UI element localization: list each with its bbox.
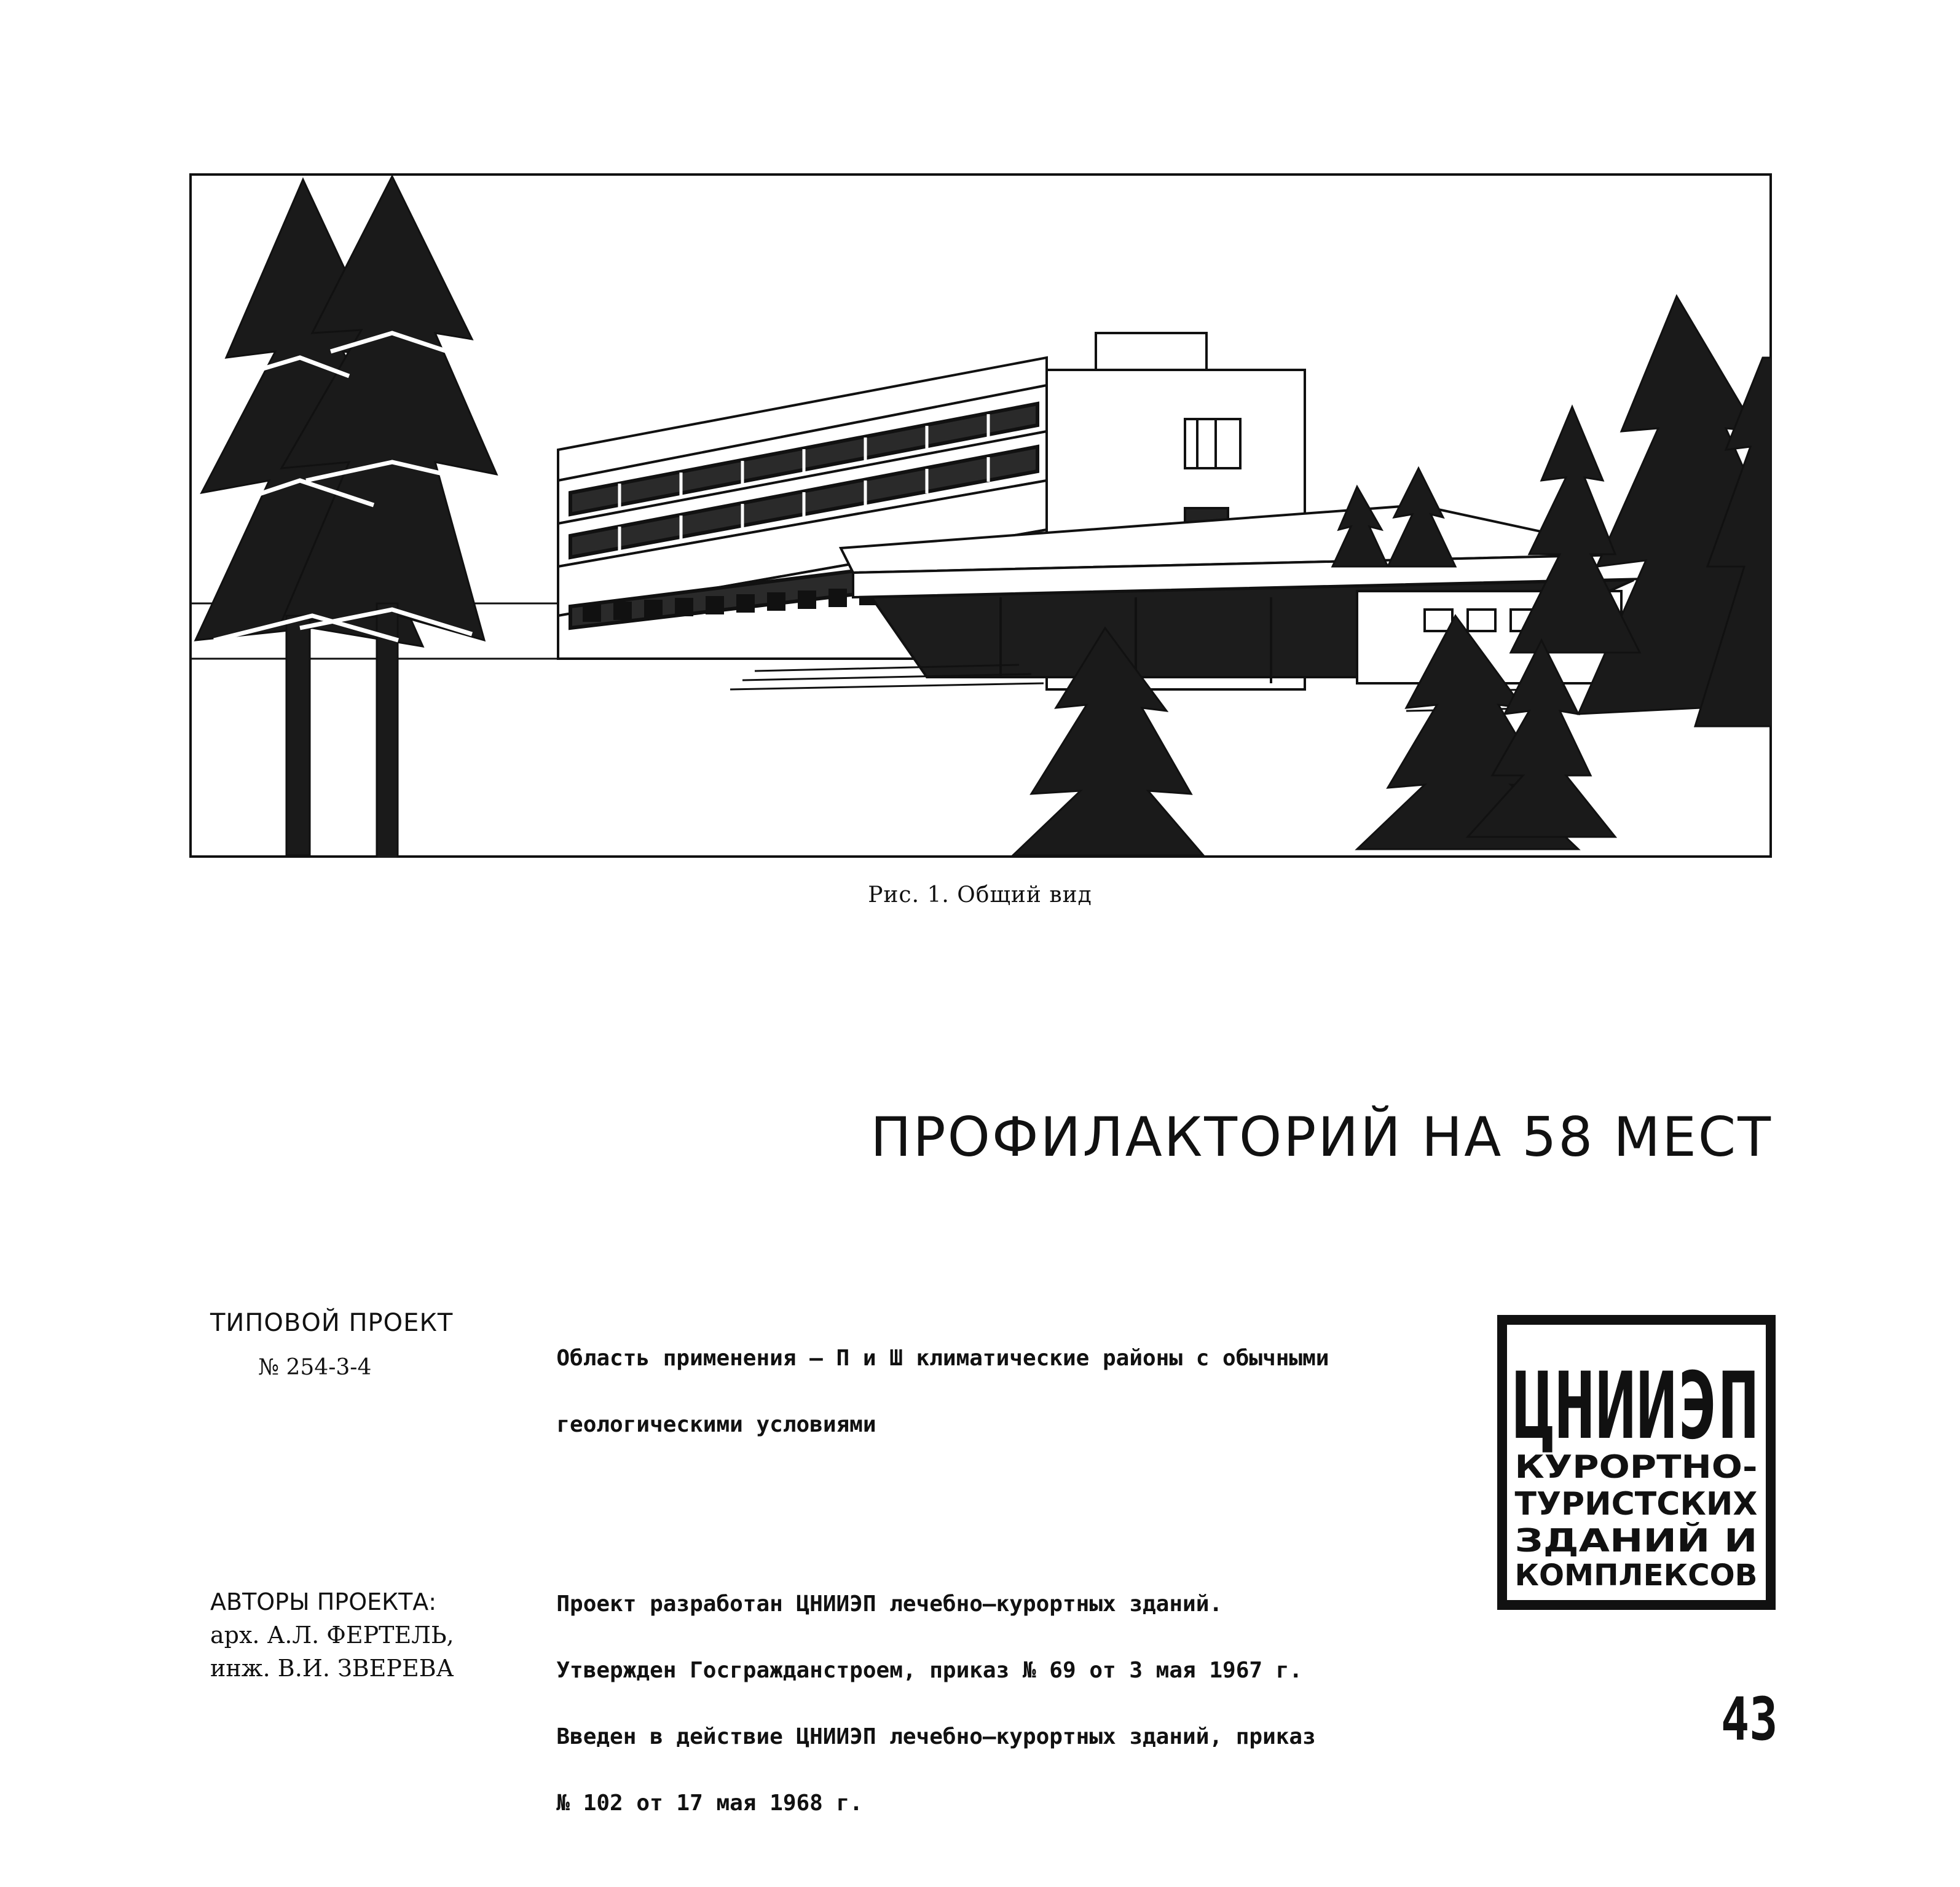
applicability-line: геологическими условиями — [556, 1412, 876, 1437]
building-illustration — [189, 173, 1772, 858]
logo-emblem — [1497, 1315, 1776, 1610]
building-sketch — [189, 173, 1772, 858]
approval-line: № 102 от 17 мая 1968 г. — [556, 1791, 863, 1816]
authors-label: АВТОРЫ ПРОЕКТА: — [210, 1588, 437, 1615]
authors-block — [210, 1585, 454, 1685]
author-name: арх. А.Л. ФЕРТЕЛЬ, — [210, 1622, 454, 1649]
logo-abbreviation: ЦНИИЭП — [1513, 1353, 1759, 1460]
author-name: инж. В.И. ЗВЕРЕВА — [210, 1655, 454, 1682]
approval-line: Введен в действие ЦНИИЭП лечебно–курортных зданий, приказ — [556, 1724, 1316, 1749]
figure-caption: Рис. 1. Общий вид — [868, 882, 1092, 908]
institute-logo — [1497, 1315, 1776, 1610]
approval-line: Проект разработан ЦНИИЭП лечебно–курортных зданий. — [556, 1591, 1223, 1617]
approval-line: Утвержден Госгражданстроем, приказ № 69 от 3 мая 1967 г. — [556, 1658, 1303, 1683]
applicability-text — [530, 1309, 1329, 1442]
project-number: № 254-3-4 — [258, 1355, 372, 1380]
left-spruce-trees — [195, 176, 497, 858]
logo-line: КУРОРТНО- — [1514, 1449, 1758, 1486]
page-number: 43 — [1721, 1685, 1778, 1754]
logo-line: ТУРИСТСКИХ — [1514, 1486, 1758, 1523]
logo-line: ЗДАНИЙ И — [1514, 1523, 1709, 1559]
approval-text — [530, 1555, 1316, 1820]
page-title: ПРОФИЛАКТОРИЙ НА 58 МЕСТ — [870, 1105, 1773, 1169]
applicability-line: Область применения – П и Ш климатические районы с обычными — [556, 1346, 1329, 1371]
project-label: ТИПОВОЙ ПРОЕКТ — [210, 1309, 454, 1337]
logo-line: КОМПЛЕКСОВ — [1514, 1558, 1758, 1593]
